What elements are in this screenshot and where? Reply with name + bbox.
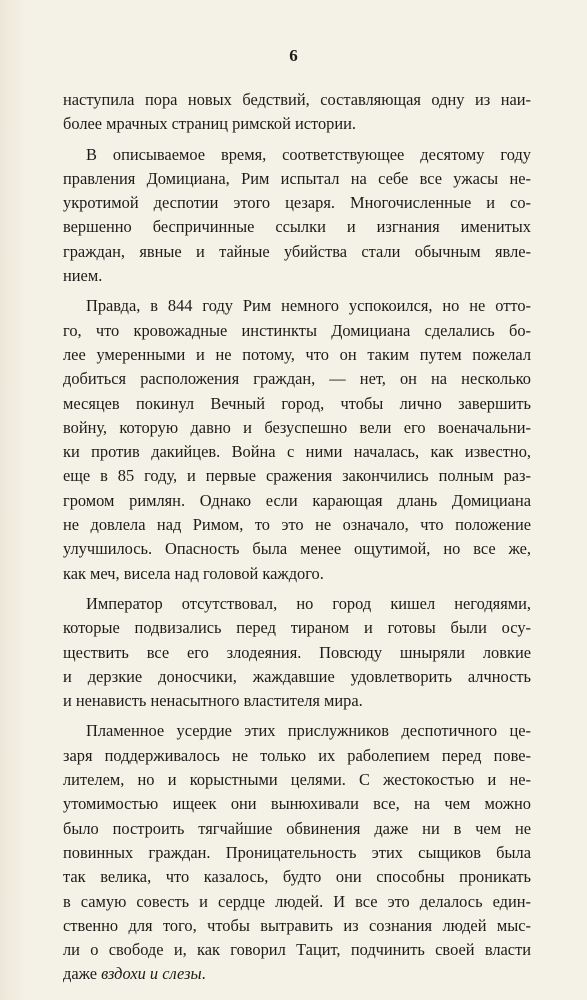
text-line: месяцев покинул Вечный город, чтобы лично завершить [63,393,531,413]
text-line: наступила пора новых бедствий, составляющая одну из наи- [63,90,531,109]
text-line: повинных граждан. Проницательность этих сыщиков была [63,842,531,862]
text-line: не довлела над Римом, то это не означало, что положение [63,515,531,535]
text-line: нием. [63,266,103,286]
text-line: Правда, в 844 году Рим немного успокоился, но не отто- [86,296,531,316]
text-line: ственно для того, чтобы вытравить из сознания людей мыс- [63,915,531,935]
text-line: улучшилось. Опасность была менее ощутимой, но все же, [63,539,531,559]
text-line: ки против дакийцев. Война с ними началась, как известно, [63,442,531,462]
text-line: В описываемое время, соответствующее десятому году [86,144,531,164]
text-line: укротимой деспотии этого цезаря. Многочисленные и со- [63,193,531,213]
text-line: правления Домициана, Рим испытал на себе все ужасы не- [63,168,531,188]
text-line: утомимостью ищеек они вынюхивали все, на чем можно [63,794,531,814]
text-line: которые подвизались перед тираном и готовы были осу- [63,618,531,638]
text-line: в самую совесть и сердце людей. И все это делалось един- [63,891,531,911]
final-line-italic: вздохи и слезы [101,964,202,984]
text-line: заря поддерживалось не только их раболепием перед пове- [63,745,531,765]
final-line-prefix: даже [63,964,102,984]
text-line: войну, которую давно и безуспешно вели его военачальни- [63,417,531,437]
paragraph-4 [63,592,531,713]
text-line: ществить все его злодеяния. Повсюду шныряли ловкие [63,642,531,662]
text-line: более мрачных страниц римской истории. [63,114,357,134]
text-line: добиться расположения граждан, — нет, он на несколько [63,369,531,389]
text-line: граждан, явные и тайные убийства стали обычным явле- [63,241,531,261]
page-number: 6 [289,46,298,65]
text-line: и дерзкие доносчики, жаждавшие удовлетворить алчность [63,666,531,686]
text-line: лее умеренными и не потому, что он таким путем пожелал [63,344,531,364]
final-line-suffix: . [201,964,206,984]
text-line: было построить тягчайшие обвинения даже ни в чем не [63,818,531,838]
text-line: и ненависть ненасытного властителя мира. [63,691,363,711]
text-line: как меч, висела над головой каждого. [63,563,324,583]
text-line: Император отсутствовал, но город кишел негодяями, [86,593,531,613]
paragraph-3 [63,294,531,586]
text-line: громом римлян. Однако если карающая длань Домициана [63,490,531,510]
paragraph-1 [63,88,531,137]
body-text [63,88,531,987]
text-line: Пламенное усердие этих прислужников деспотичного це- [86,721,531,741]
text-line: лителем, но и корыстными целями. С жестокостью и не- [63,770,531,790]
text-line: ли о свободе и, как говорил Тацит, подчинить своей власти [63,940,531,960]
text-line-final [63,962,531,986]
text-line: еще в 85 году, и первые сражения закончились полным раз- [63,466,531,486]
text-line: го, что кровожадные инстинкты Домициана сделались бо- [63,320,531,340]
text-line: вершенно беспричинные ссылки и изгнания именитых [63,217,531,237]
text-line: так велика, что казалось, будто они способны проникать [63,867,531,887]
paragraph-2 [63,143,531,289]
paragraph-5 [63,719,531,986]
